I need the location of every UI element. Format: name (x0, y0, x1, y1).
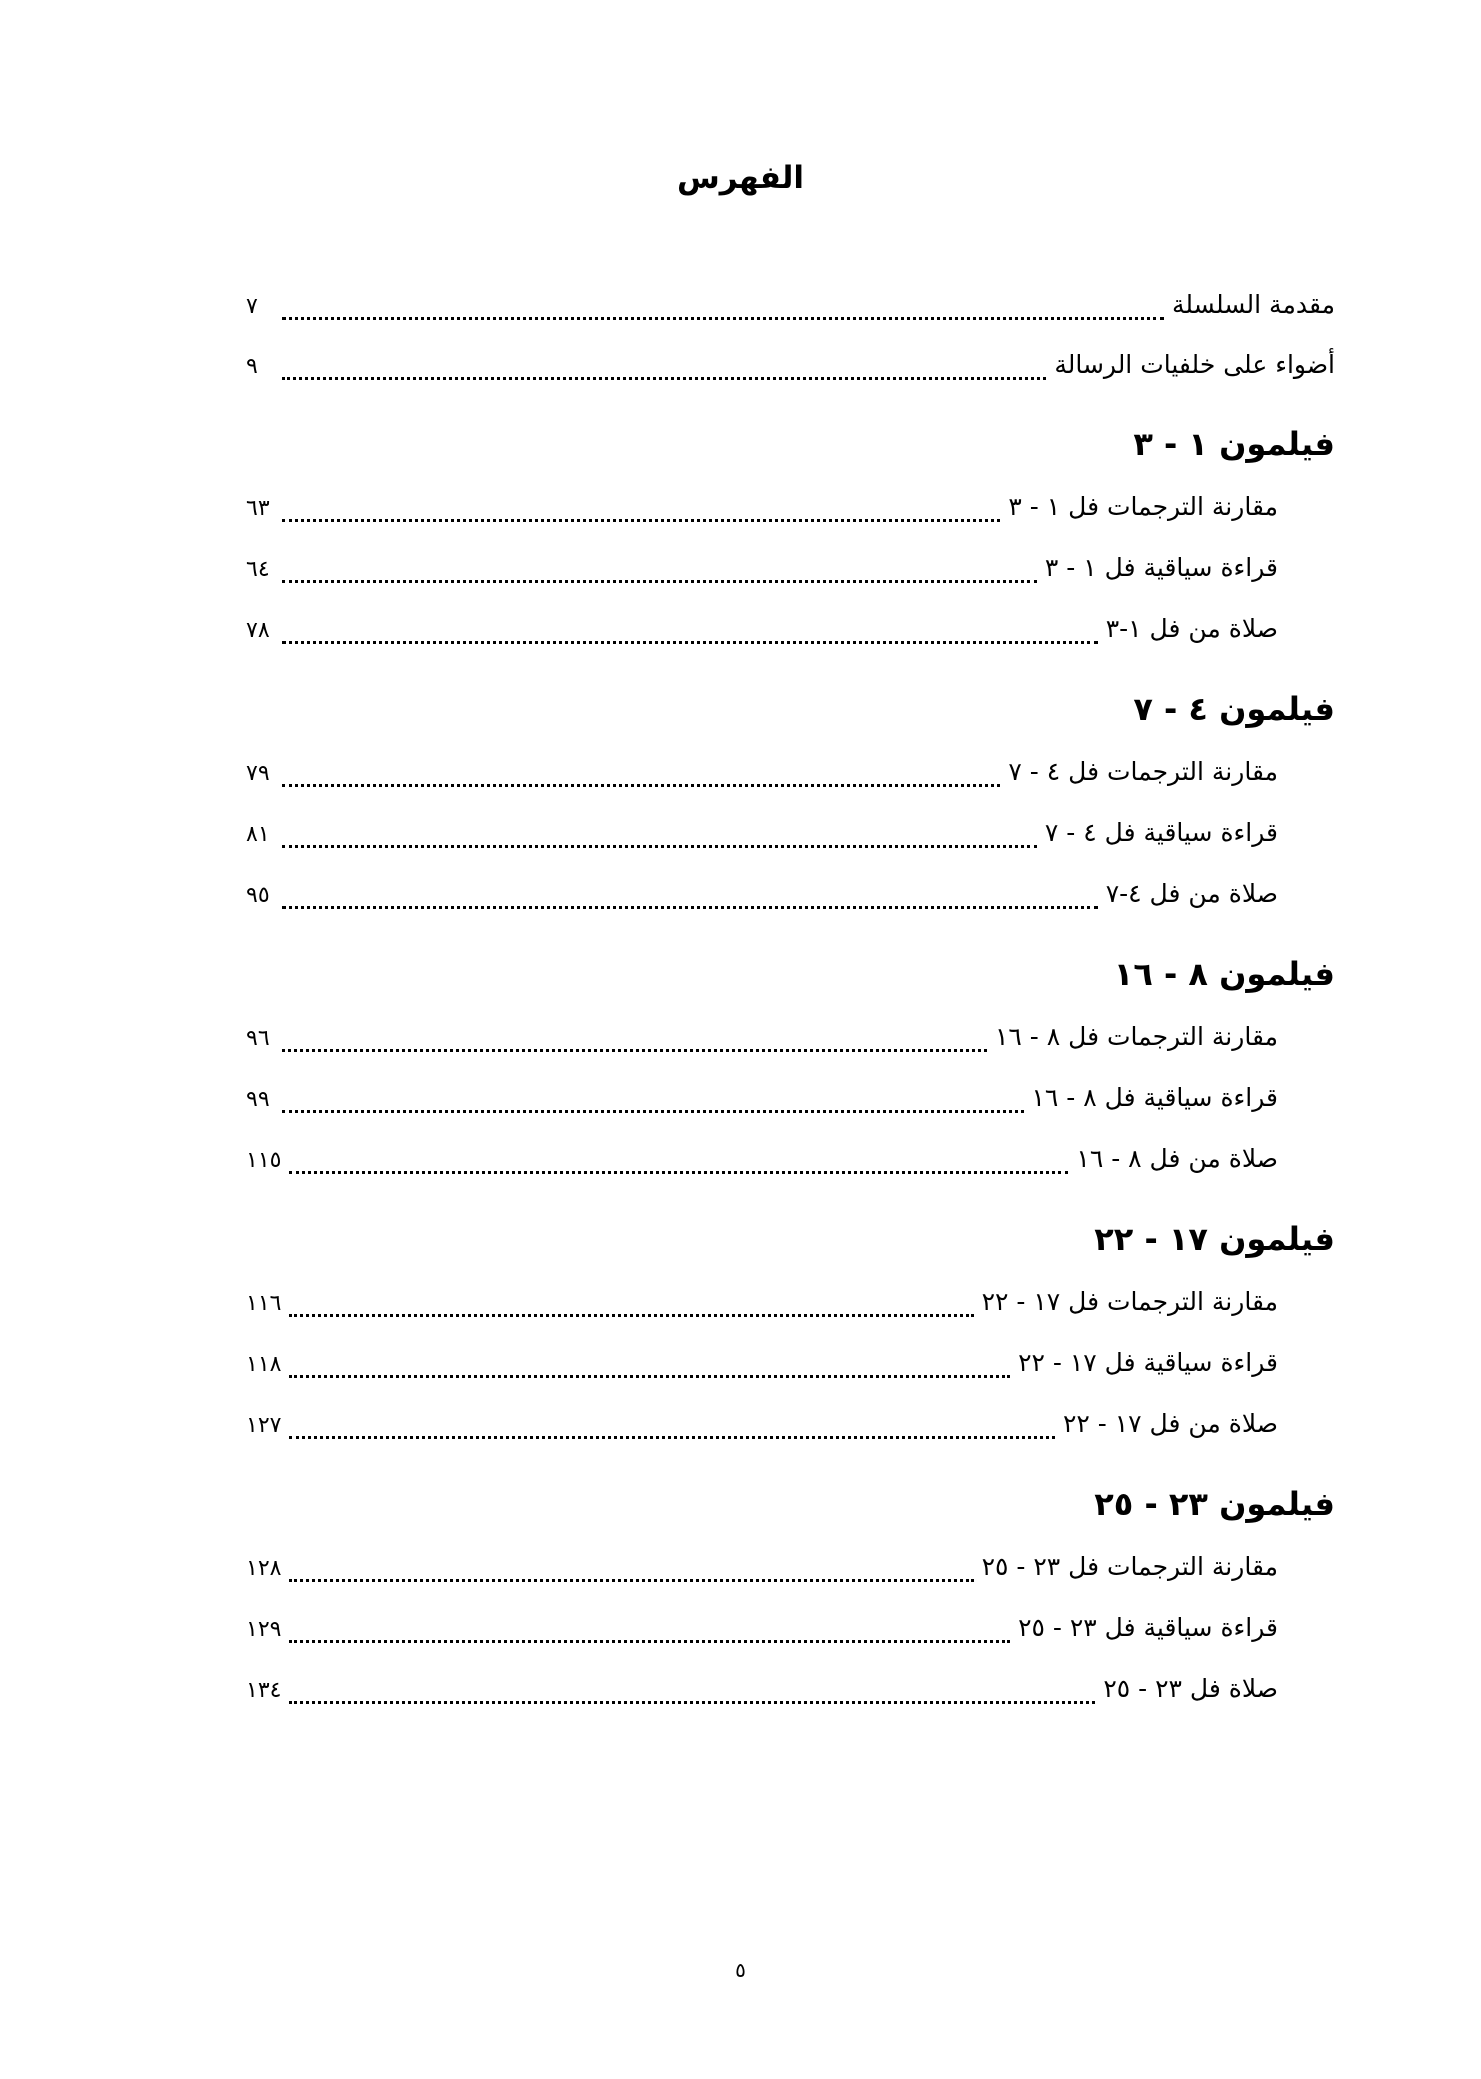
toc-entry-page: ١٢٩ (246, 1617, 282, 1642)
toc-entry-label: مقارنة الترجمات فل ٨ - ١٦ (995, 1022, 1278, 1051)
dot-leader (282, 1049, 987, 1052)
toc-entry[interactable] (246, 1674, 1278, 1714)
toc-entry[interactable] (246, 879, 1278, 919)
toc-entry-page: ٩ (246, 354, 258, 379)
dot-leader (289, 1436, 1055, 1439)
toc-entry-page: ١١٦ (246, 1291, 282, 1316)
toc-entry[interactable] (246, 1287, 1278, 1327)
toc-entry[interactable] (246, 614, 1278, 654)
toc-entry[interactable] (246, 350, 1335, 390)
section-heading[interactable]: فيلمون ١٧ - ٢٢ (1094, 1220, 1335, 1258)
page-title: الفهرس (676, 160, 805, 196)
toc-entry[interactable] (246, 492, 1278, 532)
toc-entry-page: ٩٦ (246, 1026, 270, 1051)
toc-entry-page: ٩٥ (246, 883, 270, 908)
toc-entry-page: ١٢٨ (246, 1556, 282, 1581)
toc-entry-page: ٧٩ (246, 761, 270, 786)
toc-entry[interactable] (246, 1144, 1278, 1184)
toc-entry-label: قراءة سياقية فل ٤ - ٧ (1044, 818, 1278, 847)
dot-leader (282, 317, 1164, 320)
toc-entry-label: صلاة من فل ٤-٧ (1105, 879, 1278, 908)
toc-entry-label: صلاة من فل ١٧ - ٢٢ (1062, 1409, 1278, 1438)
toc-entry-label: قراءة سياقية فل ٢٣ - ٢٥ (1018, 1613, 1278, 1642)
dot-leader (282, 519, 1000, 522)
toc-entry-page: ٩٩ (246, 1087, 270, 1112)
toc-entry-label: قراءة سياقية فل ١ - ٣ (1044, 553, 1278, 582)
toc-entry-label: صلاة من فل ٨ - ١٦ (1076, 1144, 1278, 1173)
dot-leader (289, 1375, 1010, 1378)
toc-entry-label: مقارنة الترجمات فل ١٧ - ٢٢ (981, 1287, 1278, 1316)
dot-leader (282, 641, 1098, 644)
dot-leader (282, 906, 1098, 909)
section-heading[interactable]: فيلمون ٢٣ - ٢٥ (1094, 1485, 1335, 1523)
dot-leader (289, 1314, 973, 1317)
dot-leader (289, 1171, 1068, 1174)
page-number: ٥ (735, 1958, 746, 1982)
toc-entry-label: مقارنة الترجمات فل ٤ - ٧ (1008, 757, 1278, 786)
toc-entry-label: صلاة فل ٢٣ - ٢٥ (1103, 1674, 1278, 1703)
dot-leader (282, 1110, 1024, 1113)
toc-entry-label: مقارنة الترجمات فل ١ - ٣ (1008, 492, 1278, 521)
toc-entry-page: ١١٥ (246, 1148, 282, 1173)
toc-entry[interactable] (246, 290, 1335, 330)
toc-entry-label: أضواء على خلفيات الرسالة (1054, 350, 1335, 379)
section-heading[interactable]: فيلمون ٨ - ١٦ (1113, 955, 1335, 993)
toc-entry[interactable] (246, 1552, 1278, 1592)
toc-entry-page: ٧٨ (246, 618, 270, 643)
toc-entry-page: ٦٤ (246, 557, 270, 582)
toc-entry-page: ١٣٤ (246, 1678, 282, 1703)
toc-entry[interactable] (246, 757, 1278, 797)
toc-entry-label: قراءة سياقية فل ١٧ - ٢٢ (1018, 1348, 1278, 1377)
dot-leader (289, 1640, 1010, 1643)
toc-entry[interactable] (246, 553, 1278, 593)
toc-entry[interactable] (246, 1022, 1278, 1062)
toc-entry[interactable] (246, 1083, 1278, 1123)
dot-leader (282, 580, 1037, 583)
section-heading[interactable]: فيلمون ٤ - ٧ (1133, 690, 1335, 728)
toc-entry-page: ٦٣ (246, 496, 270, 521)
dot-leader (282, 845, 1037, 848)
dot-leader (282, 784, 1000, 787)
toc-entry[interactable] (246, 1348, 1278, 1388)
dot-leader (289, 1701, 1095, 1704)
toc-entry-page: ٧ (246, 294, 258, 319)
toc-entry-label: مقارنة الترجمات فل ٢٣ - ٢٥ (981, 1552, 1278, 1581)
toc-entry[interactable] (246, 1409, 1278, 1449)
dot-leader (289, 1579, 973, 1582)
dot-leader (282, 377, 1046, 380)
toc-entry[interactable] (246, 818, 1278, 858)
toc-entry-label: مقدمة السلسلة (1171, 290, 1335, 319)
toc-entry-label: قراءة سياقية فل ٨ - ١٦ (1031, 1083, 1278, 1112)
toc-entry-label: صلاة من فل ١-٣ (1105, 614, 1278, 643)
toc-entry[interactable] (246, 1613, 1278, 1653)
toc-entry-page: ٨١ (246, 822, 270, 847)
toc-entry-page: ١١٨ (246, 1352, 282, 1377)
section-heading[interactable]: فيلمون ١ - ٣ (1133, 425, 1335, 463)
toc-entry-page: ١٢٧ (246, 1413, 282, 1438)
